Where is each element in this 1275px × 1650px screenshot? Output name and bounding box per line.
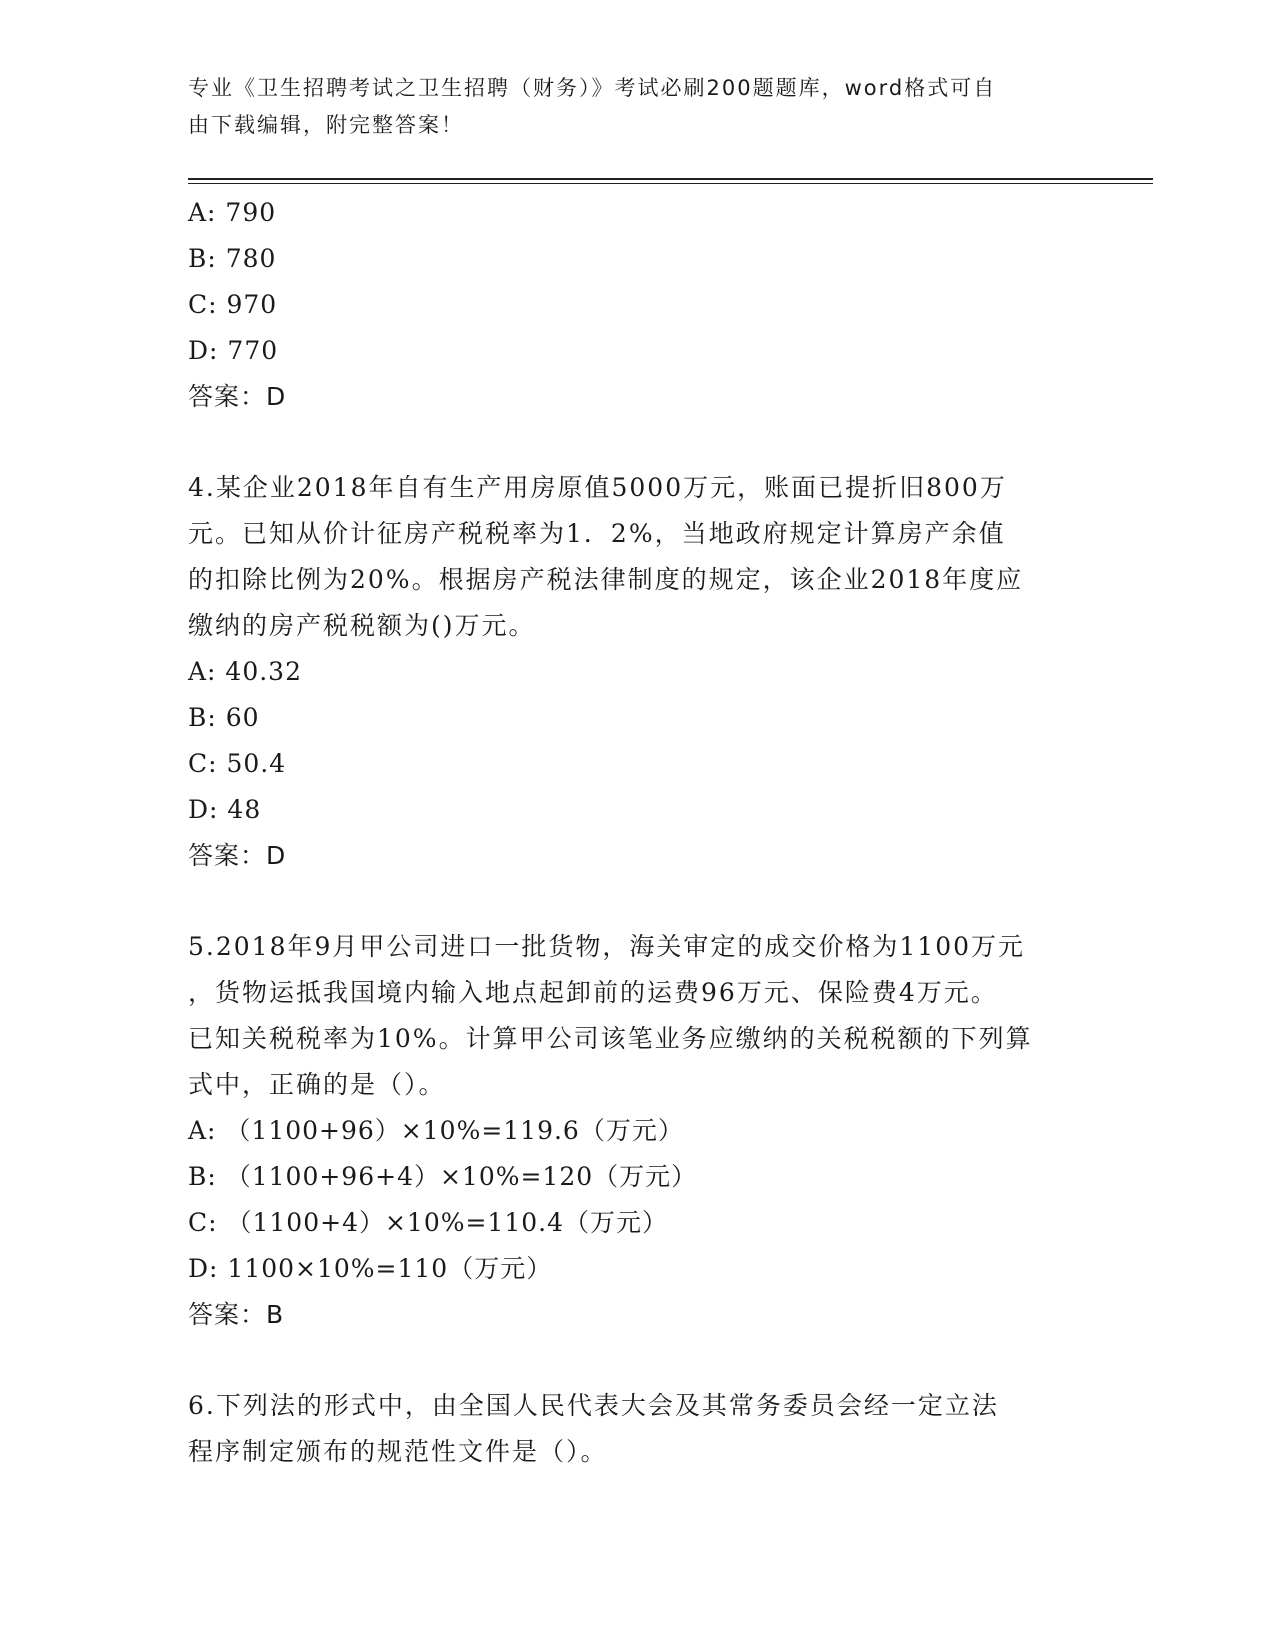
stem-line: 元。已知从价计征房产税税率为1．2%，当地政府规定计算房产余值 [188, 519, 1006, 548]
stem-line: 程序制定颁布的规范性文件是（）。 [188, 1437, 608, 1466]
answer: 答案：B [188, 1300, 285, 1329]
option-b: B: （1100+96+4）×10%=120（万元） [188, 1162, 698, 1191]
option-c: C: 970 [188, 290, 278, 319]
question-3 [188, 190, 1088, 420]
option-a: A: 790 [188, 198, 277, 227]
option-c: C: （1100+4）×10%=110.4（万元） [188, 1208, 669, 1237]
question-stem [188, 924, 1088, 1108]
question-stem [188, 1383, 1088, 1475]
option-d: D: 770 [188, 336, 279, 365]
answer: 答案：D [188, 841, 287, 870]
stem-line: 式中，正确的是（）。 [188, 1070, 446, 1099]
question-4 [188, 465, 1088, 879]
stem-line: 5.2018年9月甲公司进口一批货物，海关审定的成交价格为1100万元 [188, 932, 1026, 961]
document-header [188, 70, 1088, 144]
header-divider-thick [188, 178, 1153, 180]
header-line-1: 专业《卫生招聘考试之卫生招聘（财务）》考试必刷200题题库，word格式可自 [188, 76, 997, 100]
stem-line: 的扣除比例为20%。根据房产税法律制度的规定，该企业2018年度应 [188, 565, 1024, 594]
question-6 [188, 1383, 1088, 1475]
stem-line: 6.下列法的形式中，由全国人民代表大会及其常务委员会经一定立法 [188, 1391, 999, 1420]
answer: 答案：D [188, 382, 287, 411]
document-body [188, 190, 1088, 1475]
option-b: B: 780 [188, 244, 277, 273]
stem-line: 已知关税税率为10%。计算甲公司该笔业务应缴纳的关税税额的下列算 [188, 1024, 1033, 1053]
option-d: D: 48 [188, 795, 262, 824]
header-divider-thin [188, 183, 1153, 184]
header-line-2: 由下载编辑，附完整答案！ [188, 113, 464, 137]
stem-line: ，货物运抵我国境内输入地点起卸前的运费96万元、保险费4万元。 [188, 978, 998, 1007]
stem-line: 4.某企业2018年自有生产用房原值5000万元，账面已提折旧800万 [188, 473, 1007, 502]
option-a: A: 40.32 [188, 657, 302, 686]
question-5 [188, 924, 1088, 1338]
option-a: A: （1100+96）×10%=119.6（万元） [188, 1116, 684, 1145]
option-c: C: 50.4 [188, 749, 287, 778]
option-b: B: 60 [188, 703, 260, 732]
stem-line: 缴纳的房产税税额为()万元。 [188, 611, 536, 640]
option-d: D: 1100×10%=110（万元） [188, 1254, 553, 1283]
question-stem [188, 465, 1088, 649]
